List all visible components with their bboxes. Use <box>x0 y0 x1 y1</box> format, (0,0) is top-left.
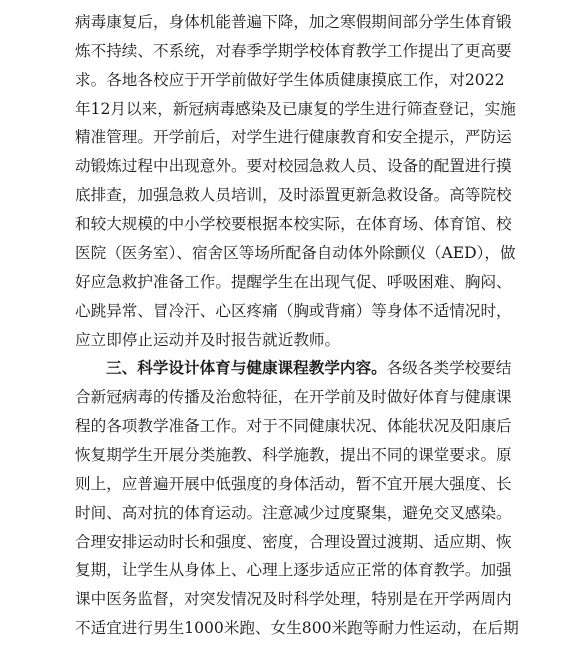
paragraph1-line: 和较大规模的中小学校要根据本校实际，在体育场、体育馆、校 <box>75 215 512 234</box>
paragraph1-line: 应立即停止运动并及时报告就近教师。 <box>75 330 341 349</box>
paragraph1-line: 底排查，加强急救人员培训，及时添置更新急救设备。高等院校 <box>75 186 512 205</box>
section-heading: 三、科学设计体育与健康课程教学内容。 <box>106 358 387 378</box>
paragraph2-line: 时间、高对抗的体育运动。注意减少过度聚集，避免交叉感染。 <box>75 503 512 522</box>
paragraph1-line: 好应急救护准备工作。提醒学生在出现气促、呼吸困难、胸闷、 <box>75 272 512 291</box>
paragraph1-line: 求。各地各校应于开学前做好学生体质健康摸底工作，对2022 <box>75 70 505 89</box>
paragraph2-line: 不适宜进行男生1000米跑、女生800米跑等耐力性运动，在后期 <box>75 619 519 638</box>
paragraph1-line: 精准管理。开学前后，对学生进行健康教育和安全提示，严防运 <box>75 128 512 147</box>
paragraph2-line: 课中医务监督，对突发情况及时科学处理，特别是在开学两周内 <box>75 590 512 609</box>
paragraph2-first-line-rest: 各级各类学校要结 <box>386 359 512 378</box>
paragraph1-line: 动锻炼过程中出现意外。要对校园急救人员、设备的配置进行摸 <box>75 157 512 176</box>
paragraph2-line: 程的各项教学准备工作。对于不同健康状况、体能状况及阳康后 <box>75 417 512 436</box>
paragraph2-line: 复期，让学生从身体上、心理上逐步适应正常的体育教学。加强 <box>75 561 512 580</box>
paragraph1-line: 炼不持续、不系统，对春季学期学校体育教学工作提出了更高要 <box>75 41 512 60</box>
paragraph2-line: 合新冠病毒的传播及治愈特征，在开学前及时做好体育与健康课 <box>75 388 512 407</box>
paragraph1-line: 年12月以来，新冠病毒感染及已康复的学生进行筛查登记，实施 <box>75 99 516 118</box>
paragraph2-line: 合理安排运动时长和强度、密度，合理设置过渡期、适应期、恢 <box>75 532 512 551</box>
paragraph2-first-line <box>106 354 512 383</box>
paragraph2-line: 则上，应普遍开展中低强度的身体活动，暂不宜开展大强度、长 <box>75 474 512 493</box>
paragraph2-line: 恢复期学生开展分类施教、科学施教，提出不同的课堂要求。原 <box>75 445 512 464</box>
paragraph1-line: 心跳异常、冒冷汗、心区疼痛（胸或背痛）等身体不适情况时， <box>75 301 512 320</box>
paragraph1-line: 医院（医务室）、宿舍区等场所配备自动体外除颤仪（AED），做 <box>75 243 516 262</box>
paragraph1-line: 病毒康复后，身体机能普遍下降，加之寒假期间部分学生体育锻 <box>75 13 512 31</box>
